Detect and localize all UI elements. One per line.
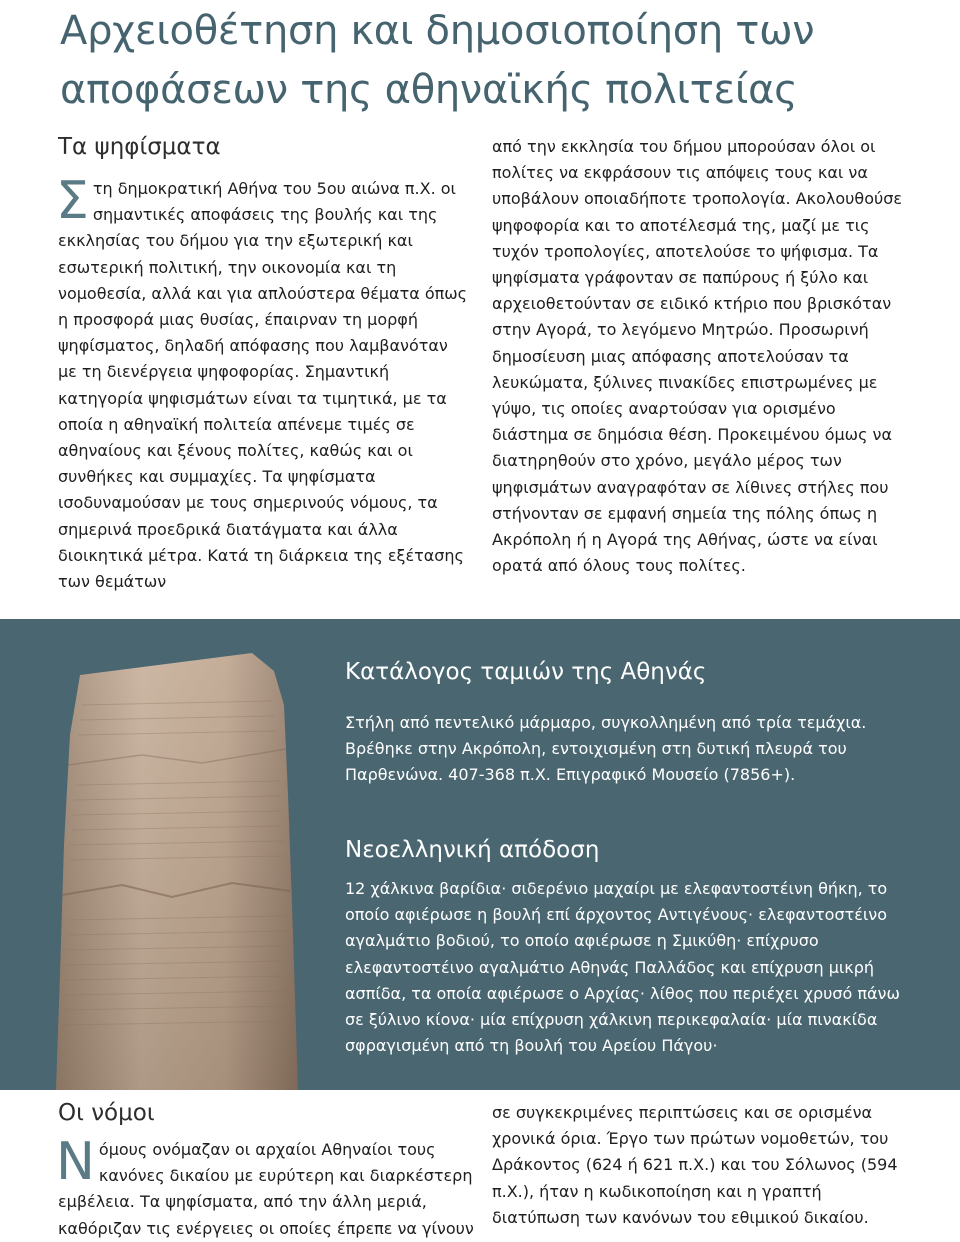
psifismata-first-line: τη δημοκρατική Αθήνα του 5ου αιώνα π.Χ. [92,179,436,198]
translation-heading: Νεοελληνική απόδοση [345,837,600,863]
laws-col1-text: εμβέλεια. Τα ψηφίσματα, από την άλλη μεριά, καθόριζαν τις ενέργειες οι οποίες έπρεπε να γίνουν [58,1192,474,1238]
laws-column-2: σε συγκεκριμένες περιπτώσεις και σε ορισμένα χρονικά όρια. Έργο των πρώτων νομοθετών, του Δράκοντος (624 ή 621 π.Χ.) και του Σόλωνος (594 π.Χ.), ήταν η κωδικοποίηση και η γραπτή διατύπωση των κανόνων του εθιμικού δικαίου. [492,1103,898,1227]
translation-text: 12 χάλκινα βαρίδια· σιδερένιο μαχαίρι με ελεφαντοστέινη θήκη, το οποίο αφιέρωσε η βουλή επί άρχοντος Αντιγένους· ελεφαντοστέινο αγαλμάτιο βοδιού, το οποίο αφιέρωσε η Σμικύθη· επίχρυσο ελεφαντοστέινο αγαλμάτιο Αθηνάς Παλλάδος και επίχρυση μικρή ασπίδα, τα οποία αφιέρωσε ο Αρχίας· λίθος που περιέχει χρυσό πάνω σε ξύλινο κίονα· μία επίχρυση χάλκινη περικεφαλαία· μία πινακίδα σφραγισμένη από τη βουλή του Αρείου Πάγου· [345,879,900,1056]
laws-line-1: όμους ονόμαζαν οι αρχαίοι Αθηναίοι τους [98,1140,436,1159]
psifismata-column-2: από την εκκλησία του δήμου μπορούσαν όλοι οι πολίτες να εκφράσουν τις απόψεις τους και να υποβάλουν οποιαδήποτε τροπολογία. Ακολουθούσε ψηφοφορία και το αποτέλεσμά της, μαζί με τις τυχόν τροπολογίες, αποτελούσε το ψήφισμα. Τα ψηφίσματα γράφονταν σε παπύρους ή ξύλο και αρχειοθετούνταν σε ειδικό κτήριο που βρισκόταν στην Αγορά, το λεγόμενο Μητρώο. Προσωρινή δημοσίευση μιας απόφασης αποτελούσαν τα λευκώματα, ξύλινες πινακίδες επιστρωμένες με γύψο, τις οποίες αναρτούσαν για ορισμένο διάστημα σε δημόσια θέση. Προκειμένου όμως να διατηρηθούν στο χρόνο, μεγάλο μέρος των ψηφισμάτων αναγραφόταν σε λίθινες στήλες που στήνονταν σε εμφανή σημεία της πόλης όπως η Ακρόπολη ή η Αγορά της Αθήνας, ώστε να είναι ορατά από όλους τους πολίτες. [492,137,903,576]
laws-heading: Οι νόμοι [58,1100,155,1126]
catalog-description: Στήλη από πεντελικό μάρμαρο, συγκολλημένη από τρία τεμάχια. Βρέθηκε στην Ακρόπολη, εντοιχισμένη στη δυτική πλευρά του Παρθενώνα. 407-368 π.Χ. Επιγραφικό Μουσείο (7856+). [345,713,867,785]
psifismata-heading: Τα ψηφίσματα [58,134,221,160]
catalog-panel [0,619,960,1090]
psifismata-col1-text: οι σημαντικές αποφάσεις της βουλής και της εκκλησίας του δήμου για την εξωτερική και εσωτερική πολιτική, την οικονομία και τη νομοθεσία, αλλά και για απλούστερα θέματα όπως η προσφορά μιας θυσίας, έπαιρναν τη μορφή ψηφίσματος, δηλαδή απόφασης που λαμβανόταν με τη διενέργεια ψηφοφορίας. Σημαντική κατηγορία ψηφισμάτων είναι τα τιμητικά, με τα οποία η αθηναϊκή πολιτεία απένεμε τιμές σε αθηναίους και ξένους πολίτες, καθώς και οι συνθήκες και συμμαχίες. Τα ψηφίσματα ισοδυναμούσαν με τους σημερινούς νόμους, τα σημερινά προεδρικά διατάγματα και άλλα διοικητικά μέτρα. Κατά τη διάρκεια της εξέτασης των θεμάτων [58,179,468,592]
marble-stele-image [52,645,300,1090]
catalog-heading: Κατάλογος ταμιών της Αθηνάς [345,659,707,685]
laws-column-1 [56,1132,478,1242]
psifismata-dropcap: Σ [56,171,89,231]
psifismata-column-1 [56,171,468,595]
page-title: Αρχειοθέτηση και δημοσιοποίηση των αποφάσεων της αθηναϊκής πολιτείας [60,8,815,113]
laws-dropcap: Ν [56,1132,95,1192]
laws-line-2: κανόνες δικαίου με ευρύτερη και διαρκέστερη [98,1166,473,1186]
